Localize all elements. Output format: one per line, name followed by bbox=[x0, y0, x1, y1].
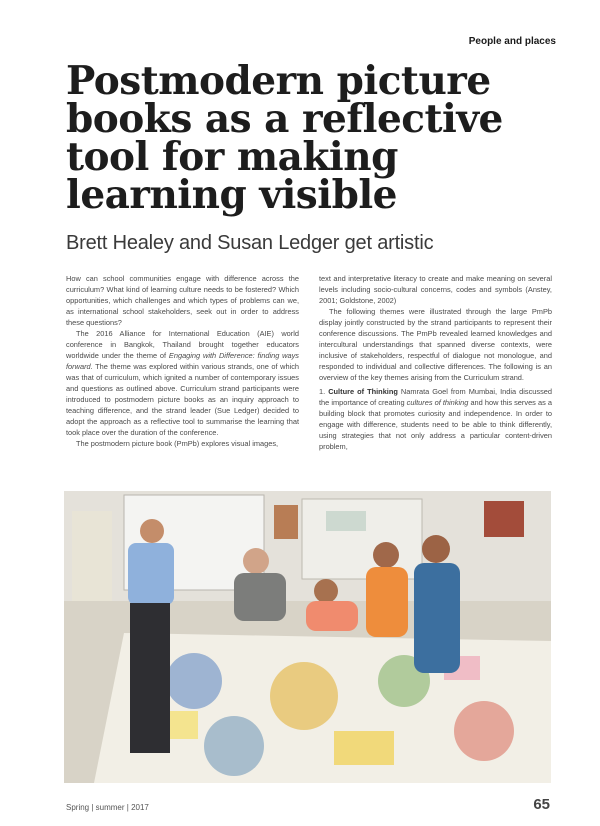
page-number: 65 bbox=[533, 796, 550, 813]
text-column-right bbox=[319, 273, 552, 483]
paragraph: How can school communities engage with difference across the curriculum? What kind of learning culture needs to be fostered? Which opportunities, which challenges and which types of problems can we, as international school stakeholders, seek out in order to address these questions? bbox=[66, 274, 299, 327]
article-byline: Brett Healey and Susan Ledger get artistic bbox=[66, 232, 434, 254]
paragraph: The 2016 Alliance for International Education (AIE) world conference in Bangkok, Thailand brought together educators worldwide under the theme of Engaging with Difference: finding ways forward. The theme was explored within various strands, one of which was that of curriculum, which ignited a number of contemporary issues and questions as outlined above. Curriculum strand participants were introduced to postmodern picture books as an inquiry approach to teaching difference, and the strand leader (Sue Ledger) decided to adopt the approach as a reflective tool to summarise the learning that took place over the duration of the conference. bbox=[66, 329, 299, 437]
paragraph: The postmodern picture book (PmPb) explores visual images, bbox=[76, 439, 279, 448]
section-label: People and places bbox=[468, 36, 556, 47]
conference-theme: Engaging with Difference: finding ways forward bbox=[66, 351, 299, 371]
paragraph: text and interpretative literacy to create and make meaning on several levels including socio-cultural concerns, codes and symbols (Anstey, 2001; Goldstone, 2002) bbox=[319, 274, 552, 305]
text-column-left bbox=[66, 273, 299, 483]
photo-illustration bbox=[64, 491, 551, 783]
article-title: Postmodern picture books as a reflective tool for making learning visible bbox=[66, 58, 503, 218]
paragraph: The following themes were illustrated through the large PmPb display jointly constructed by the strand participants to represent their conference discussions. The PmPb revealed learned knowledges and intercultural understandings that spanned diverse contexts, were inclusive of stakeholders, respectful of dialogue not monologue, and responded to individual and collective differences. The following is an overview of the key themes arising from the Curriculum strand. bbox=[319, 307, 552, 382]
theme-heading: Culture of Thinking bbox=[328, 387, 398, 396]
article-body bbox=[66, 273, 552, 483]
issue-label: Spring | summer | 2017 bbox=[66, 803, 149, 812]
theme-paragraph: 1. Culture of Thinking Namrata Goel from Mumbai, India discussed the importance of creating cultures of thinking and how this serves as a building block that promotes curiosity and independence. In order to engage with difference, students need to be able to think differently, using strategies that not only address a particular content-driven problem, bbox=[319, 387, 552, 451]
workshop-photo bbox=[64, 491, 551, 783]
